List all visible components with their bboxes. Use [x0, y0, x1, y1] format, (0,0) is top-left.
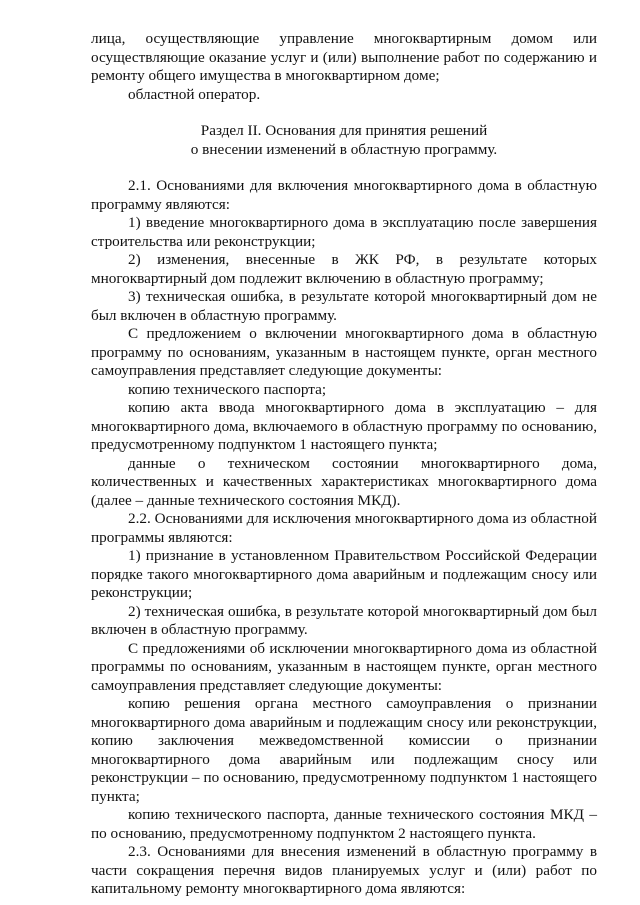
paragraph-2-2: 2.2. Основаниями для исключения многоквартирного дома из областной программы являются:: [91, 510, 597, 546]
paragraph-2-1-item-1: 1) введение многоквартирного дома в эксплуатацию после завершения строительства или реконструкции;: [91, 214, 597, 250]
paragraph-technical-state-data: данные о техническом состоянии многоквартирного дома, количественных и качественных характеристиках многоквартирного дома (далее – данные технического состояния МКД).: [91, 454, 597, 509]
paragraph-2-1: 2.1. Основаниями для включения многоквартирного дома в областную программу являются:: [91, 177, 597, 213]
paragraph-regional-operator: областной оператор.: [128, 85, 261, 103]
paragraph-2-1-item-3: 3) техническая ошибка, в результате которой многоквартирный дом не был включен в областную программу.: [91, 288, 597, 324]
paragraph-exclusion-documents: С предложениями об исключении многоквартирного дома из областной программы по основаниям, указанным в настоящем пункте, орган местного самоуправления представляет следующие документы:: [91, 639, 597, 694]
paragraph-tech-passport-and-data: копию технического паспорта, данные технического состояния МКД – по основанию, предусмотренному подпунктом 2 настоящего пункта.: [91, 806, 597, 842]
paragraph-emergency-decision-copy: копию решения органа местного самоуправления о признании многоквартирного дома аварийным и подлежащим сносу или реконструкции, копию заключения межведомственной комиссии о признании многоквартирного дома аварийным или подлежащим сносу или реконструкции – по основанию, предусмотренному подпунктом 1 настоящего пункта;: [91, 695, 597, 805]
section-heading-line-2: о внесении изменений в областную программу.: [190, 140, 498, 158]
paragraph-2-1-item-2: 2) изменения, внесенные в ЖК РФ, в результате которых многоквартирный дом подлежит включению в областную программу;: [91, 251, 597, 287]
paragraph-2-2-item-1: 1) признание в установленном Правительством Российской Федерации порядке такого многоквартирного дома аварийным и подлежащим сносу или реконструкции;: [91, 547, 597, 601]
paragraph-persons-managing: лица, осуществляющие управление многоквартирным домом или осуществляющие оказание услуг и (или) выполнение работ по содержанию и ремонту общего имущества в многоквартирном доме;: [91, 30, 597, 84]
paragraph-2-3: 2.3. Основаниями для внесения изменений в областную программу в части сокращения перечня видов планируемых услуг и (или) работ по капитальному ремонту многоквартирного дома являются:: [91, 843, 597, 897]
paragraph-commissioning-act: копию акта ввода многоквартирного дома в эксплуатацию – для многоквартирного дома, включаемого в областную программу по основанию, предусмотренному подпунктом 1 настоящего пункта;: [91, 399, 597, 453]
paragraph-2-2-item-2: 2) техническая ошибка, в результате которой многоквартирный дом был включен в областную программу.: [91, 602, 597, 638]
document-page: [91, 30, 597, 899]
section-heading: [91, 122, 597, 159]
paragraph-inclusion-documents: С предложением о включении многоквартирного дома в областную программу по основаниям, указанным в настоящем пункте, орган местного самоуправления представляет следующие документы:: [91, 325, 597, 379]
section-heading-line-1: Раздел II. Основания для принятия решений: [200, 122, 488, 139]
paragraph-tech-passport-copy: копию технического паспорта;: [128, 380, 327, 398]
